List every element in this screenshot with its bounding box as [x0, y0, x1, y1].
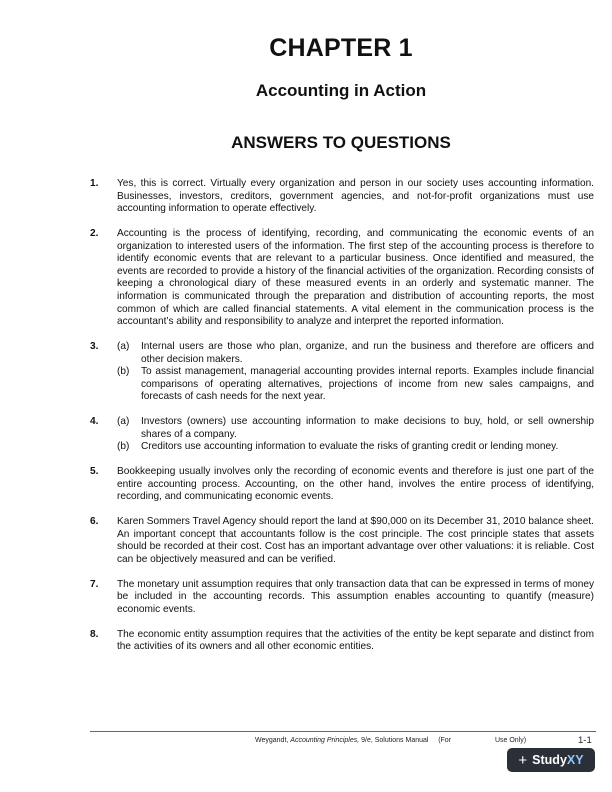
answer-parts [117, 416, 594, 454]
answer-text: Karen Sommers Travel Agency should report the land at $90,000 on its December 31, 2010 balance sheet. An important concept that accountants follow is the cost principle. The cost principle states that assets should be recorded at their cost. Cost has an important advantage over other valuations: it is reliable. Cost can be objectively measured and can be verified. [117, 516, 594, 565]
answer-number: 5. [90, 466, 99, 478]
footer-book-title: Accounting Principles, [290, 737, 360, 744]
answer-number: 6. [90, 516, 99, 527]
answer-4 [90, 416, 594, 454]
footer-edition: 9/e, Solutions Manual [361, 737, 429, 744]
answer-part [117, 366, 594, 404]
answer-2 [90, 228, 594, 329]
answer-text: Bookkeeping usually involves only the recording of economic events and therefore is just one part of the entire accounting process. Accounting, on the other hand, involves the entire process of identifying, recording, and communicating economic events. [117, 466, 594, 503]
part-text: Investors (owners) use accounting information to make decisions to buy, hold, or sell ownership shares of a company. [141, 416, 594, 440]
section-heading: ANSWERS TO QUESTIONS [231, 133, 451, 152]
answer-number: 1. [90, 178, 99, 189]
answer-part [117, 416, 594, 441]
answer-8 [90, 629, 594, 654]
answer-part [117, 441, 594, 454]
plus-icon: + [518, 751, 528, 769]
answer-1 [90, 178, 594, 216]
part-label: (a) [117, 340, 130, 352]
logo-text-study: Study [532, 753, 567, 767]
footer-for: (For [438, 737, 452, 744]
chapter-title: CHAPTER 1 [269, 34, 413, 62]
answer-text: The economic entity assumption requires that the activities of the entity be kept separate and distinct from the activities of its owners and all other economic entities. [117, 628, 594, 653]
answer-number: 2. [90, 227, 99, 239]
footer-author: Weygandt, [255, 737, 289, 744]
answer-number: 8. [90, 628, 99, 640]
logo-text-xy: XY [566, 753, 584, 767]
answer-7 [90, 579, 594, 617]
answers-list [90, 178, 594, 666]
answer-6 [90, 516, 594, 566]
footer-divider [90, 731, 596, 732]
answer-number: 4. [90, 416, 99, 428]
part-label: (b) [117, 441, 130, 453]
answer-5 [90, 466, 594, 504]
page-number: 1-1 [578, 735, 592, 746]
footer-use-only: Use Only) [494, 737, 527, 744]
answer-number: 3. [90, 340, 99, 352]
part-label: (a) [117, 416, 130, 428]
answer-part [117, 341, 594, 366]
answer-3 [90, 341, 594, 404]
answer-parts [117, 341, 594, 404]
part-text: To assist management, managerial accounting provides internal reports. Examples include financial comparisons of operating alternatives, projections of income from new sales campaigns, and forecasts of cash needs for the next year. [141, 366, 594, 403]
answer-text: Yes, this is correct. Virtually every organization and person in our society uses accounting information. Businesses, investors, creditors, government agencies, and not-for-profit organizations must use accounting information to operate effectively. [117, 178, 594, 215]
answer-number: 7. [90, 578, 99, 590]
part-text: Internal users are those who plan, organize, and run the business and therefore are officers and other decision makers. [141, 340, 594, 365]
part-text: Creditors use accounting information to evaluate the risks of granting credit or lending money. [141, 441, 559, 453]
answer-text: The monetary unit assumption requires that only transaction data that can be expressed in terms of money be included in the accounting records. This assumption enables accounting to quantify (measure) economic events. [117, 578, 594, 615]
studyxy-logo [507, 748, 595, 772]
part-label: (b) [117, 366, 130, 378]
answer-text: Accounting is the process of identifying, recording, and communicating the economic events of an organization to interested users of the information. The first step of the accounting process is therefore to identify economic events that are relevant to a particular business. Once identified and measured, the events are recorded to provide a history of the financial activities of the organization. Recording consists of keeping a chronological diary of these measured events in an orderly and systematic manner. The information is communicated through the preparation and distribution of accounting reports, the most common of which are called financial statements. A vital element in the communication process is the accountant’s ability and responsibility to analyze and interpret the reported information. [117, 227, 594, 328]
footer-citation [255, 737, 526, 744]
chapter-subtitle: Accounting in Action [255, 81, 427, 100]
